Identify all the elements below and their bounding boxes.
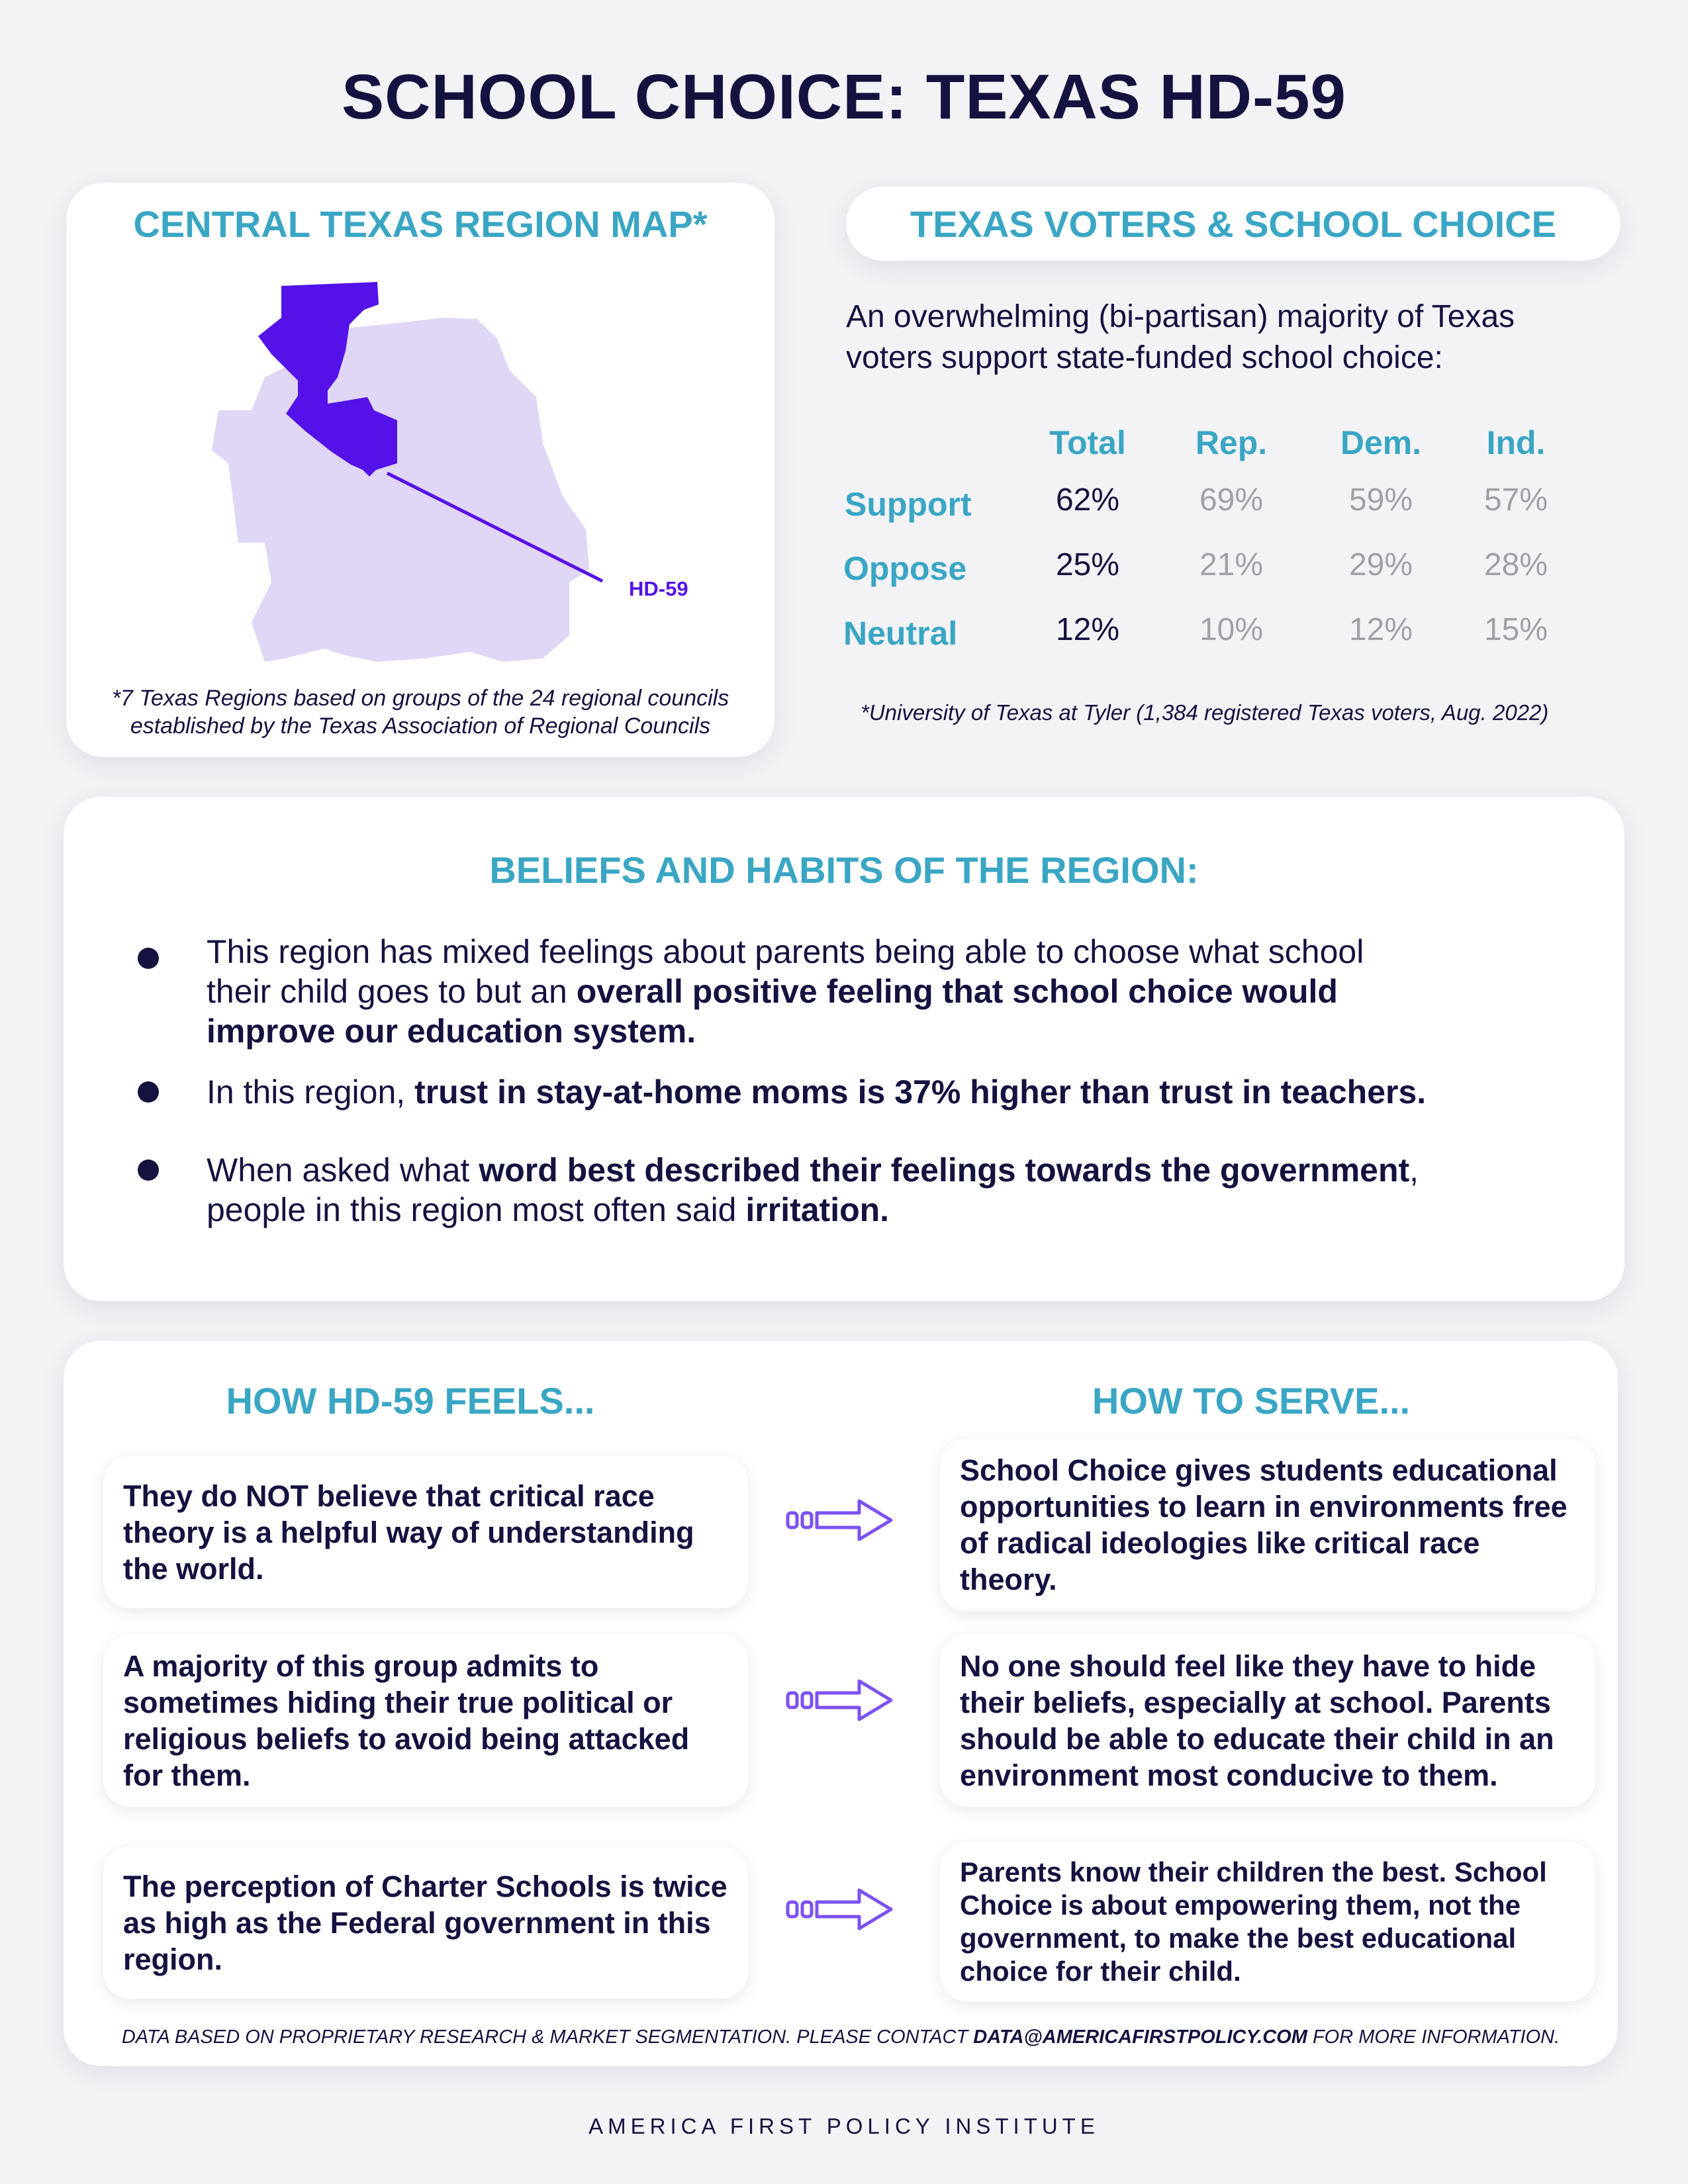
support-dem: 59% [1348,482,1413,518]
belief-1-line-2-bold: overall positive feeling that school choice would [576,973,1338,1010]
serve-text-2: No one should feel like they have to hide their beliefs, especially at school. Parents should be able to educate their child in an environment most conducive to them. [960,1649,1554,1792]
arrow-icon [785,1673,898,1726]
bullet-dot-1 [138,948,159,969]
belief-2-bold: trust in stay-at-home moms is 37% higher than trust in teachers. [414,1073,1427,1111]
feel-text-2: A majority of this group admits to sometimes hiding their true political or religious beliefs to avoid being attacked for them. [123,1649,690,1792]
feels-title: HOW HD-59 FEELS... [226,1380,595,1422]
footer-plain-2: FOR MORE INFORMATION. [1307,2026,1560,2048]
column-header-ind: Ind. [1486,424,1546,461]
org-name: AMERICA FIRST POLICY INSTITUTE [588,2114,1100,2138]
column-header-rep: Rep. [1195,424,1268,461]
row-label-oppose: Oppose [843,550,967,587]
voters-intro-line-1: An overwhelming (bi-partisan) majority of Texas [846,299,1515,334]
feel-box-3 [103,1846,748,1999]
region-map [199,278,662,675]
belief-3 [207,1150,1570,1230]
feel-box-2 [103,1635,748,1807]
support-ind: 57% [1483,482,1548,518]
belief-1-line-2 [207,972,1557,1011]
serve-text-3: Parents know their children the best. School Choice is about empowering them, not the government, to make the best educational choice for their child. [960,1856,1547,1987]
column-header-total: Total [1049,424,1126,461]
oppose-ind: 28% [1483,547,1548,582]
page-title: SCHOOL CHOICE: TEXAS HD-59 [342,62,1346,132]
neutral-dem: 12% [1348,612,1413,647]
bullet-dot-3 [138,1160,159,1181]
central-texas-region-shape [212,318,589,662]
feel-box-1 [103,1456,748,1608]
belief-2 [207,1072,1570,1112]
belief-3-plain-2: , [1409,1152,1419,1189]
belief-1-line-3-bold: improve our education system. [207,1013,696,1050]
voters-intro-line-2: voters support state-funded school choice: [846,340,1443,375]
belief-3-plain-1: When asked what [207,1152,479,1189]
belief-1-line-1: This region has mixed feelings about parents being able to choose what school [207,933,1364,970]
data-footer-note [64,2026,1618,2048]
column-header-dem: Dem. [1340,424,1422,461]
region-map-title: CENTRAL TEXAS REGION MAP* [133,203,708,245]
support-rep: 69% [1199,482,1264,518]
feel-text-3: The perception of Charter Schools is twice as high as the Federal government in this region. [123,1869,727,1976]
beliefs-title: BELIEFS AND HABITS OF THE REGION: [489,849,1199,891]
belief-3-bold-1: word best described their feelings towards the government [479,1152,1410,1189]
belief-3-line-2 [207,1190,1570,1230]
map-footnote-line-2: established by the Texas Association of Regional Councils [130,713,711,739]
belief-1-line-2-plain: their child goes to but an [207,973,577,1010]
row-label-support: Support [845,486,972,523]
arrow-icon [785,1493,898,1546]
oppose-rep: 21% [1199,547,1264,582]
feel-text-1: They do NOT believe that critical race theory is a helpful way of understanding the world. [123,1479,694,1586]
serve-box-2 [940,1635,1595,1807]
oppose-total: 25% [1055,547,1120,582]
belief-1-line-3 [207,1011,1557,1051]
belief-3-line-2-bold: irritation. [745,1191,890,1228]
neutral-ind: 15% [1483,612,1548,647]
bullet-dot-2 [138,1081,159,1103]
footer-email-link[interactable]: DATA@AMERICAFIRSTPOLICY.COM [973,2026,1307,2048]
belief-3-line-1 [207,1150,1570,1190]
oppose-dem: 29% [1348,547,1413,582]
map-footnote-line-1: *7 Texas Regions based on groups of the 24 regional councils [111,686,729,711]
belief-2-plain: In this region, [207,1073,415,1111]
serve-box-3 [940,1843,1595,2001]
hd-59-label: HD-59 [629,577,688,600]
belief-1 [207,932,1557,1051]
support-total: 62% [1055,482,1120,518]
voters-title: TEXAS VOTERS & SCHOOL CHOICE [910,203,1556,245]
arrow-icon [785,1882,898,1935]
poll-source: *University of Texas at Tyler (1,384 registered Texas voters, Aug. 2022) [861,700,1549,725]
serve-text-1: School Choice gives students educational opportunities to learn in environments free of radical ideologies like critical race theory. [960,1453,1568,1596]
neutral-rep: 10% [1199,612,1264,647]
footer-plain-1: DATA BASED ON PROPRIETARY RESEARCH & MARKET SEGMENTATION. PLEASE CONTACT [121,2026,974,2048]
neutral-total: 12% [1055,612,1120,647]
serve-title: HOW TO SERVE... [1092,1380,1411,1422]
row-label-neutral: Neutral [843,615,958,652]
belief-3-line-2-plain: people in this region most often said [207,1191,746,1228]
serve-box-1 [940,1439,1595,1611]
